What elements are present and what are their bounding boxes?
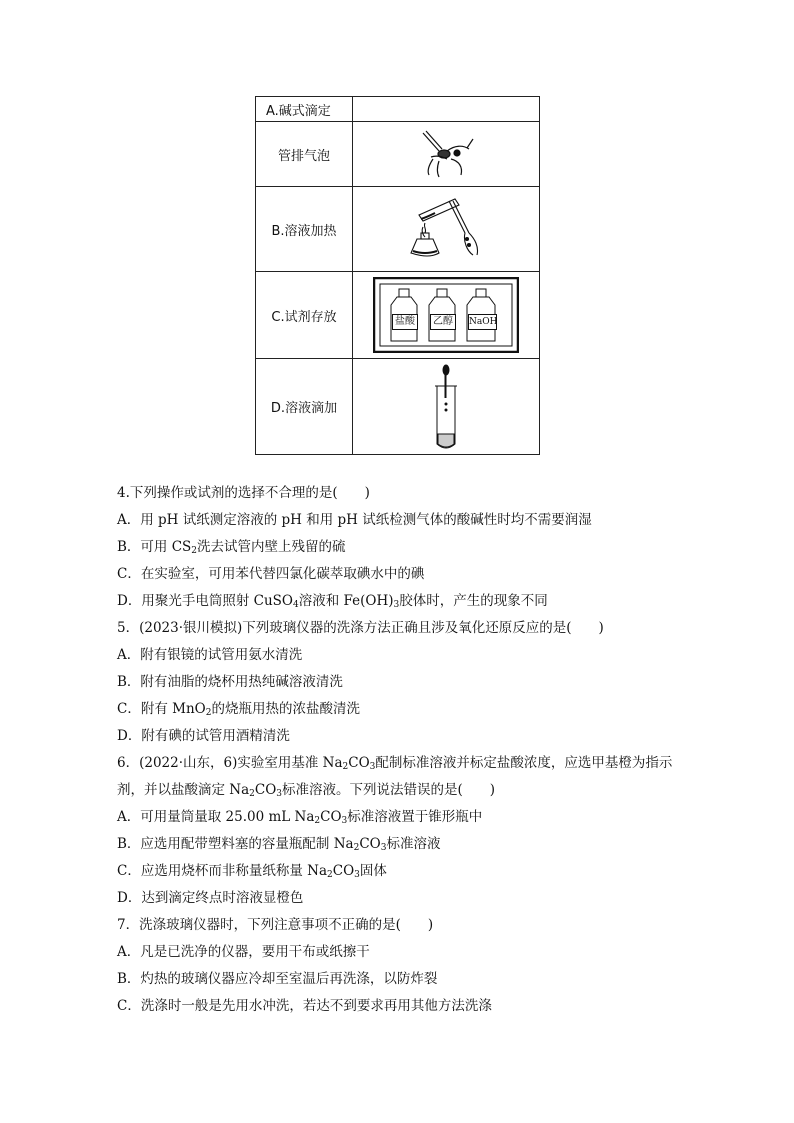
- q6-option-b: B．应选用配带塑料塞的容量瓶配制 $Na_2CO_3$标准溶液: [117, 836, 441, 853]
- question-5-stem: 5．(2023·银川模拟)下列玻璃仪器的洗涤方法正确且涉及氧化还原反应的是( ): [117, 620, 604, 636]
- bottle-label-naoh: NaOH: [468, 314, 497, 330]
- question-7-stem: 7．洗涤玻璃仪器时，下列注意事项不正确的是( ): [117, 917, 434, 933]
- question-4-stem: 4.下列操作或试剂的选择不合理的是( ): [117, 485, 370, 501]
- bottle-label-hcl: 盐酸: [392, 314, 418, 330]
- q4-option-c: C．在实验室，可用苯代替四氯化碳萃取碘水中的碘: [117, 566, 425, 582]
- reagent-shelf: [373, 277, 519, 353]
- test-tube-heating-icon: [401, 193, 491, 265]
- row-label-c: C.试剂存放: [256, 272, 353, 359]
- q6-option-c: C．应选用烧杯而非称量纸称量 $Na_2CO_3$固体: [117, 863, 387, 880]
- bottle-label-ethanol: 乙醇: [430, 314, 456, 330]
- row-label-a: A.碱式滴定: [256, 97, 353, 122]
- q4-option-b: B．可用 $CS_2$洗去试管内壁上残留的硫: [117, 539, 346, 556]
- q5-option-b: B．附有油脂的烧杯用热纯碱溶液清洗: [117, 674, 343, 690]
- operations-table: [255, 96, 540, 455]
- row-label-a-cont: 管排气泡: [256, 122, 353, 187]
- table-row: [256, 97, 540, 122]
- q5-option-d: D．附有碘的试管用酒精清洗: [117, 728, 290, 744]
- table-row: [256, 359, 540, 455]
- dropper-into-tube-icon: [431, 364, 461, 450]
- q7-option-b: B．灼热的玻璃仪器应冷却至室温后再洗涤，以防炸裂: [117, 971, 438, 987]
- q5-option-c: C．附有 MnO$_2$的烧瓶用热的浓盐酸清洗: [117, 701, 360, 718]
- q6-option-d: D．达到滴定终点时溶液显橙色: [117, 890, 304, 906]
- q7-option-a: A．凡是已洗净的仪器，要用干布或纸擦干: [117, 944, 370, 960]
- row-label-b: B.溶液加热: [256, 187, 353, 272]
- q4-option-d: D．用聚光手电筒照射 CuSO$_4$溶液和 $Fe(OH)_3$胶体时，产生的现象不同: [117, 593, 548, 610]
- table-row: [256, 122, 540, 187]
- question-list: [117, 480, 697, 1020]
- question-6-stem-line1: 6．(2022·山东，6)实验室用基准 $Na_2CO_3$配制标准溶液并标定盐酸浓度，应选甲基橙为指示: [117, 755, 673, 772]
- q6-option-a: A．可用量筒量取 25.00 mL $Na_2CO_3$标准溶液置于锥形瓶中: [117, 809, 483, 826]
- q4-option-a: A．用 pH 试纸测定溶液的 pH 和用 pH 试纸检测气体的酸碱性时均不需要润湿: [117, 512, 592, 528]
- table-row: [256, 187, 540, 272]
- table-row: [256, 272, 540, 359]
- burette-bubble-icon: [411, 129, 481, 179]
- q7-option-c: C．洗涤时一般是先用水冲洗，若达不到要求再用其他方法洗涤: [117, 998, 492, 1014]
- q5-option-a: A．附有银镜的试管用氨水清洗: [117, 647, 303, 663]
- question-6-stem-line2: 剂，并以盐酸滴定 $Na_2CO_3$标准溶液。下列说法错误的是( ): [117, 782, 496, 799]
- row-label-d: D.溶液滴加: [256, 359, 353, 455]
